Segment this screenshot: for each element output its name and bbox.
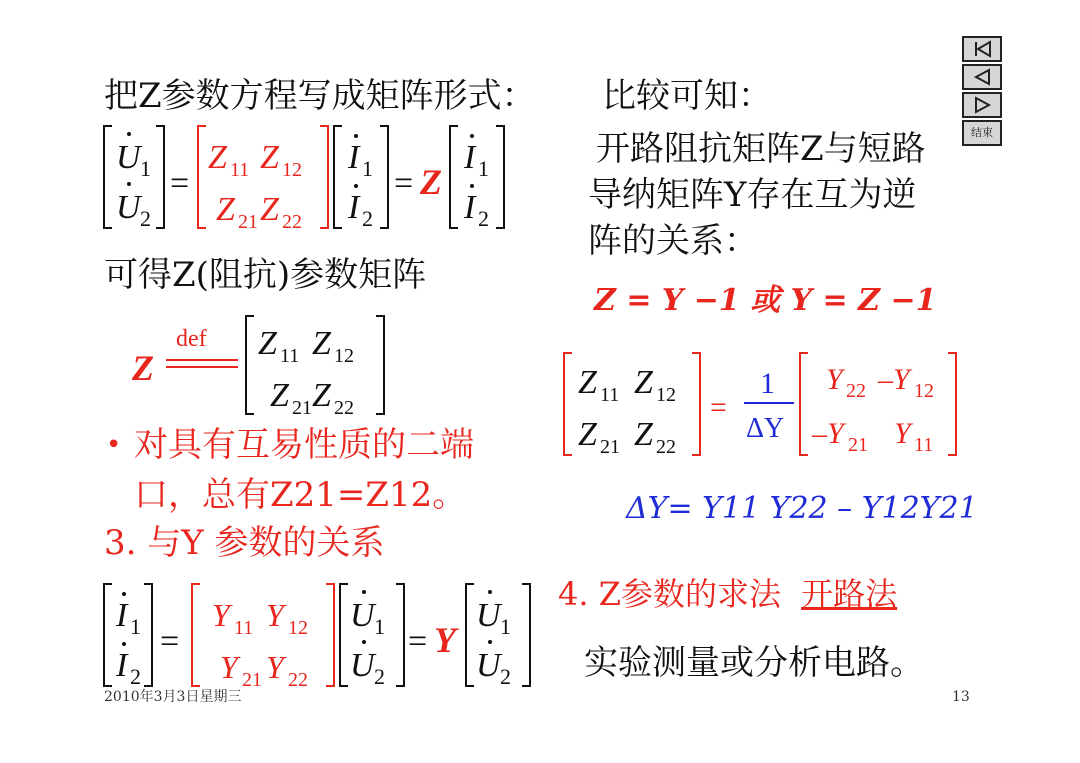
svg-text:2: 2 — [140, 206, 151, 231]
svg-text:I: I — [464, 189, 476, 226]
svg-text:2: 2 — [478, 206, 489, 231]
svg-text:1: 1 — [362, 156, 373, 181]
svg-text:22: 22 — [282, 211, 302, 233]
section4-title — [558, 575, 898, 613]
svg-text:I: I — [348, 139, 360, 176]
delta-eq: ΔY= Y11 Y22 – Y12Y21 — [626, 491, 978, 526]
svg-text:–Y: –Y — [878, 363, 910, 396]
svg-text:Z: Z — [132, 348, 154, 388]
z-equation — [100, 120, 520, 235]
svg-text:Z: Z — [258, 325, 277, 362]
prev-icon — [964, 66, 1000, 88]
svg-text:Z: Z — [270, 377, 289, 414]
svg-text:U: U — [116, 189, 141, 226]
svg-text:U: U — [476, 597, 501, 634]
svg-text:21: 21 — [242, 669, 262, 691]
svg-text:12: 12 — [288, 617, 308, 639]
svg-text:I: I — [116, 647, 128, 684]
svg-text:22: 22 — [334, 397, 354, 419]
svg-text:Z: Z — [312, 377, 331, 414]
svg-text:U: U — [350, 647, 375, 684]
svg-text:1: 1 — [478, 156, 489, 181]
svg-text:11: 11 — [234, 617, 254, 639]
para-line2: 导纳矩阵Y存在互为逆 — [588, 175, 917, 215]
svg-text:Y: Y — [266, 597, 284, 633]
svg-text:21: 21 — [600, 436, 620, 458]
next-slide-button[interactable] — [962, 92, 1002, 118]
svg-text:=: = — [160, 623, 180, 660]
u1-symbol: U — [116, 139, 141, 176]
svg-text:Y: Y — [220, 649, 238, 685]
bullet-line1: 对具有互易性质的二端 — [134, 425, 474, 465]
svg-text:Y: Y — [266, 649, 284, 685]
svg-text:2: 2 — [374, 664, 385, 689]
svg-text:Y: Y — [212, 597, 230, 633]
svg-text:2: 2 — [130, 664, 141, 689]
page-number: 13 — [952, 689, 970, 705]
svg-text:12: 12 — [334, 345, 354, 367]
svg-text:1: 1 — [140, 156, 151, 181]
svg-text:22: 22 — [846, 380, 866, 402]
svg-text:Z: Z — [208, 139, 227, 176]
svg-text:22: 22 — [288, 669, 308, 691]
first-slide-button[interactable] — [962, 36, 1002, 62]
svg-text:I: I — [348, 189, 360, 226]
svg-text:12: 12 — [656, 384, 676, 406]
z-def-matrix — [128, 310, 398, 420]
para-line3: 阵的关系： — [588, 221, 758, 261]
svg-text:2: 2 — [362, 206, 373, 231]
svg-text:Z: Z — [312, 325, 331, 362]
inverse-matrix-eq — [560, 345, 970, 465]
prev-slide-button[interactable] — [962, 64, 1002, 90]
compare-text: 比较可知： — [602, 76, 772, 116]
next-icon — [964, 94, 1000, 116]
svg-text:I: I — [464, 139, 476, 176]
section3-title: 3. 与Y 参数的关系 — [104, 523, 385, 563]
zmatrix-line: 可得Z(阻抗)参数矩阵 — [104, 255, 427, 295]
svg-text:Z: Z — [634, 364, 653, 401]
svg-text:21: 21 — [292, 397, 312, 419]
svg-text:2: 2 — [500, 664, 511, 689]
svg-text:=: = — [710, 391, 727, 424]
last-line: 实验测量或分析电路。 — [584, 643, 924, 683]
svg-text:12: 12 — [282, 159, 302, 181]
heading: 把Z参数方程写成矩阵形式： — [104, 76, 536, 116]
para-line1: 开路阻抗矩阵Z与短路 — [596, 129, 926, 169]
svg-text:–Y: –Y — [812, 417, 844, 450]
svg-text:=: = — [170, 165, 190, 202]
def-label: def — [176, 326, 207, 352]
svg-text:11: 11 — [280, 345, 300, 367]
svg-text:Y: Y — [826, 363, 843, 396]
svg-text:Z: Z — [420, 162, 442, 202]
svg-text:Z: Z — [634, 416, 653, 453]
svg-text:11: 11 — [600, 384, 620, 406]
svg-text:U: U — [476, 647, 501, 684]
svg-text:1: 1 — [500, 614, 511, 639]
y-equation — [100, 578, 540, 693]
bullet-line2: 口，总有Z21=Z12。 — [134, 475, 467, 515]
fraction-num: 1 — [760, 367, 775, 400]
svg-text:Z: Z — [216, 191, 235, 228]
bullet-dot: • — [106, 430, 122, 460]
svg-text:21: 21 — [848, 434, 868, 456]
svg-text:=: = — [408, 623, 428, 660]
svg-text:1: 1 — [374, 614, 385, 639]
svg-text:11: 11 — [230, 159, 250, 181]
svg-text:Y: Y — [894, 417, 911, 450]
fraction-den: ΔY — [746, 413, 785, 444]
svg-text:I: I — [116, 597, 128, 634]
svg-text:Z: Z — [260, 191, 279, 228]
svg-text:Z: Z — [578, 364, 597, 401]
svg-text:Y: Y — [434, 620, 456, 660]
svg-text:=: = — [394, 165, 414, 202]
svg-text:11: 11 — [914, 434, 934, 456]
end-show-button[interactable]: 结束 — [962, 120, 1002, 146]
svg-text:21: 21 — [238, 211, 258, 233]
svg-text:12: 12 — [914, 380, 934, 402]
svg-text:U: U — [350, 597, 375, 634]
svg-text:Z: Z — [578, 416, 597, 453]
inverse-relation: Z = Y −1 或 Y = Z −1 — [594, 283, 937, 318]
svg-text:22: 22 — [656, 436, 676, 458]
section4-prefix: 4. Z参数的求法 — [558, 575, 781, 613]
svg-text:Z: Z — [260, 139, 279, 176]
svg-text:1: 1 — [130, 614, 141, 639]
footer-date: 2010年3月3日星期三 — [104, 689, 242, 705]
open-circuit-link[interactable]: 开路法 — [801, 575, 898, 613]
first-icon — [964, 38, 1000, 60]
